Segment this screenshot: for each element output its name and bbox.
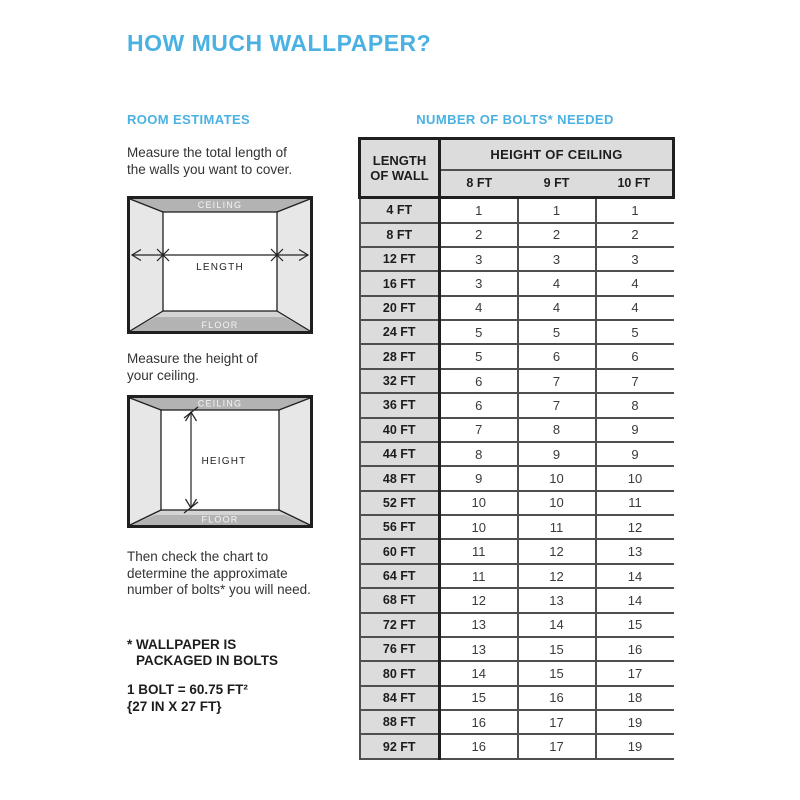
- text-line: PACKAGED IN BOLTS: [136, 653, 279, 668]
- bolts-value-cell: 11: [596, 491, 674, 515]
- bolts-value-cell: 15: [440, 686, 518, 710]
- wall-length-cell: 36 FT: [360, 393, 440, 417]
- table-row: [360, 588, 674, 612]
- room-height-diagram: [127, 395, 313, 528]
- bolts-value-cell: 1: [596, 198, 674, 223]
- bolts-value-cell: 1: [518, 198, 596, 223]
- bolts-value-cell: 10: [596, 466, 674, 490]
- bolts-value-cell: 15: [518, 661, 596, 685]
- table-row: [360, 491, 674, 515]
- text-line: determine the approximate: [127, 565, 288, 581]
- wall-length-cell: 24 FT: [360, 320, 440, 344]
- wall-length-cell: 84 FT: [360, 686, 440, 710]
- text-line: LENGTH: [372, 153, 427, 168]
- length-dimension-label: LENGTH: [196, 262, 244, 273]
- table-row: [360, 637, 674, 661]
- bolts-value-cell: 14: [596, 588, 674, 612]
- bolts-table-header: [360, 139, 674, 198]
- bolts-value-cell: 14: [518, 613, 596, 637]
- bolts-value-cell: 12: [518, 564, 596, 588]
- page-title: HOW MUCH WALLPAPER?: [127, 30, 432, 56]
- wall-length-cell: 92 FT: [360, 734, 440, 759]
- table-row: [360, 247, 674, 271]
- bolts-value-cell: 15: [518, 637, 596, 661]
- table-row: [360, 344, 674, 368]
- text-line: * WALLPAPER IS: [127, 637, 237, 652]
- wall-length-cell: 76 FT: [360, 637, 440, 661]
- table-row: [360, 223, 674, 247]
- bolts-value-cell: 17: [518, 734, 596, 759]
- wall-length-cell: 8 FT: [360, 223, 440, 247]
- wall-length-cell: 56 FT: [360, 515, 440, 539]
- wall-length-cell: 20 FT: [360, 296, 440, 320]
- bolts-table-container: [358, 137, 672, 760]
- table-row: [360, 661, 674, 685]
- bolts-value-cell: 11: [518, 515, 596, 539]
- wall-length-cell: 4 FT: [360, 198, 440, 223]
- bolts-value-cell: 4: [440, 296, 518, 320]
- bolts-value-cell: 18: [596, 686, 674, 710]
- bolts-value-cell: 8: [518, 418, 596, 442]
- bolts-value-cell: 6: [440, 369, 518, 393]
- bolts-value-cell: 6: [596, 344, 674, 368]
- table-row: [360, 710, 674, 734]
- bolts-table-heading: NUMBER OF BOLTS* NEEDED: [416, 112, 614, 127]
- wall-length-cell: 16 FT: [360, 271, 440, 295]
- bolts-value-cell: 1: [440, 198, 518, 223]
- floor-label: FLOOR: [201, 514, 239, 525]
- bolts-value-cell: 5: [440, 344, 518, 368]
- table-row: [360, 271, 674, 295]
- column-header-9ft: 9 FT: [518, 170, 596, 198]
- table-row: [360, 564, 674, 588]
- bolts-value-cell: 15: [596, 613, 674, 637]
- bolts-table-body: [360, 198, 674, 760]
- bolts-value-cell: 6: [440, 393, 518, 417]
- bolts-value-cell: 17: [596, 661, 674, 685]
- table-row: [360, 686, 674, 710]
- wallpaper-bolts-footnote: [127, 637, 278, 669]
- bolts-value-cell: 10: [440, 515, 518, 539]
- table-row: [360, 393, 674, 417]
- bolts-value-cell: 12: [518, 539, 596, 563]
- bolts-value-cell: 10: [518, 466, 596, 490]
- text-line: number of bolts* you will need.: [127, 582, 311, 597]
- bolts-value-cell: 7: [518, 369, 596, 393]
- bolts-value-cell: 16: [518, 686, 596, 710]
- step2-text: [127, 351, 258, 384]
- bolts-value-cell: 3: [440, 271, 518, 295]
- bolts-value-cell: 3: [596, 247, 674, 271]
- bolts-value-cell: 14: [440, 661, 518, 685]
- table-row: [360, 734, 674, 759]
- room-length-diagram: [127, 196, 313, 334]
- height-dimension-label: HEIGHT: [201, 456, 247, 467]
- text-line: Then check the chart to: [127, 549, 269, 564]
- bolts-value-cell: 19: [596, 710, 674, 734]
- bolts-value-cell: 8: [596, 393, 674, 417]
- bolts-value-cell: 2: [518, 223, 596, 247]
- length-of-wall-header: [360, 139, 440, 198]
- text-line: your ceiling.: [127, 367, 200, 383]
- bolts-value-cell: 16: [440, 710, 518, 734]
- bolts-value-cell: 17: [518, 710, 596, 734]
- wall-length-cell: 80 FT: [360, 661, 440, 685]
- wall-length-cell: 40 FT: [360, 418, 440, 442]
- wall-length-cell: 64 FT: [360, 564, 440, 588]
- bolts-value-cell: 10: [518, 491, 596, 515]
- bolts-value-cell: 12: [596, 515, 674, 539]
- bolts-value-cell: 4: [596, 296, 674, 320]
- bolts-value-cell: 16: [596, 637, 674, 661]
- table-row: [360, 320, 674, 344]
- bolts-value-cell: 2: [596, 223, 674, 247]
- text-line: {27 IN X 27 FT}: [127, 699, 222, 714]
- bolts-value-cell: 9: [518, 442, 596, 466]
- column-header-10ft: 10 FT: [596, 170, 674, 198]
- wall-length-cell: 72 FT: [360, 613, 440, 637]
- bolts-value-cell: 9: [596, 418, 674, 442]
- table-row: [360, 515, 674, 539]
- text-line: OF WALL: [370, 168, 429, 183]
- ceiling-label: CEILING: [197, 200, 243, 210]
- bolts-value-cell: 11: [440, 564, 518, 588]
- table-row: [360, 418, 674, 442]
- height-of-ceiling-header: HEIGHT OF CEILING: [440, 139, 674, 170]
- bolts-value-cell: 9: [440, 466, 518, 490]
- ceiling-label: CEILING: [197, 398, 243, 409]
- bolts-value-cell: 5: [518, 320, 596, 344]
- wall-length-cell: 60 FT: [360, 539, 440, 563]
- bolts-value-cell: 16: [440, 734, 518, 759]
- text-line: the walls you want to cover.: [127, 161, 293, 177]
- bolt-size-spec: [127, 681, 248, 715]
- bolts-value-cell: 11: [440, 539, 518, 563]
- wall-length-cell: 88 FT: [360, 710, 440, 734]
- table-row: [360, 369, 674, 393]
- bolts-value-cell: 13: [440, 613, 518, 637]
- step3-text: [127, 549, 311, 599]
- bolts-value-cell: 2: [440, 223, 518, 247]
- bolts-value-cell: 5: [440, 320, 518, 344]
- bolts-value-cell: 13: [440, 637, 518, 661]
- bolts-value-cell: 12: [440, 588, 518, 612]
- bolts-value-cell: 13: [596, 539, 674, 563]
- table-row: [360, 613, 674, 637]
- table-row: [360, 442, 674, 466]
- room-estimates-heading: ROOM ESTIMATES: [127, 112, 251, 127]
- table-row: [360, 198, 674, 223]
- text-line: Measure the height of: [127, 351, 258, 366]
- bolts-value-cell: 7: [596, 369, 674, 393]
- table-row: [360, 296, 674, 320]
- bolts-value-cell: 3: [518, 247, 596, 271]
- table-row: [360, 466, 674, 490]
- wall-length-cell: 44 FT: [360, 442, 440, 466]
- wall-length-cell: 12 FT: [360, 247, 440, 271]
- wall-length-cell: 32 FT: [360, 369, 440, 393]
- table-row: [360, 539, 674, 563]
- bolts-value-cell: 4: [518, 296, 596, 320]
- bolts-value-cell: 4: [596, 271, 674, 295]
- bolts-value-cell: 19: [596, 734, 674, 759]
- bolts-value-cell: 10: [440, 491, 518, 515]
- wall-length-cell: 52 FT: [360, 491, 440, 515]
- bolts-value-cell: 9: [596, 442, 674, 466]
- bolts-value-cell: 8: [440, 442, 518, 466]
- bolts-value-cell: 3: [440, 247, 518, 271]
- bolts-table: [358, 137, 675, 760]
- bolts-value-cell: 4: [518, 271, 596, 295]
- bolts-value-cell: 7: [518, 393, 596, 417]
- bolts-value-cell: 7: [440, 418, 518, 442]
- bolts-value-cell: 13: [518, 588, 596, 612]
- column-header-8ft: 8 FT: [440, 170, 518, 198]
- text-line: 1 BOLT = 60.75 FT²: [127, 682, 248, 697]
- step1-text: [127, 145, 292, 178]
- bolts-value-cell: 6: [518, 344, 596, 368]
- text-line: Measure the total length of: [127, 145, 287, 160]
- bolts-value-cell: 14: [596, 564, 674, 588]
- wall-length-cell: 48 FT: [360, 466, 440, 490]
- floor-label: FLOOR: [201, 320, 239, 330]
- bolts-value-cell: 5: [596, 320, 674, 344]
- wall-length-cell: 68 FT: [360, 588, 440, 612]
- wall-length-cell: 28 FT: [360, 344, 440, 368]
